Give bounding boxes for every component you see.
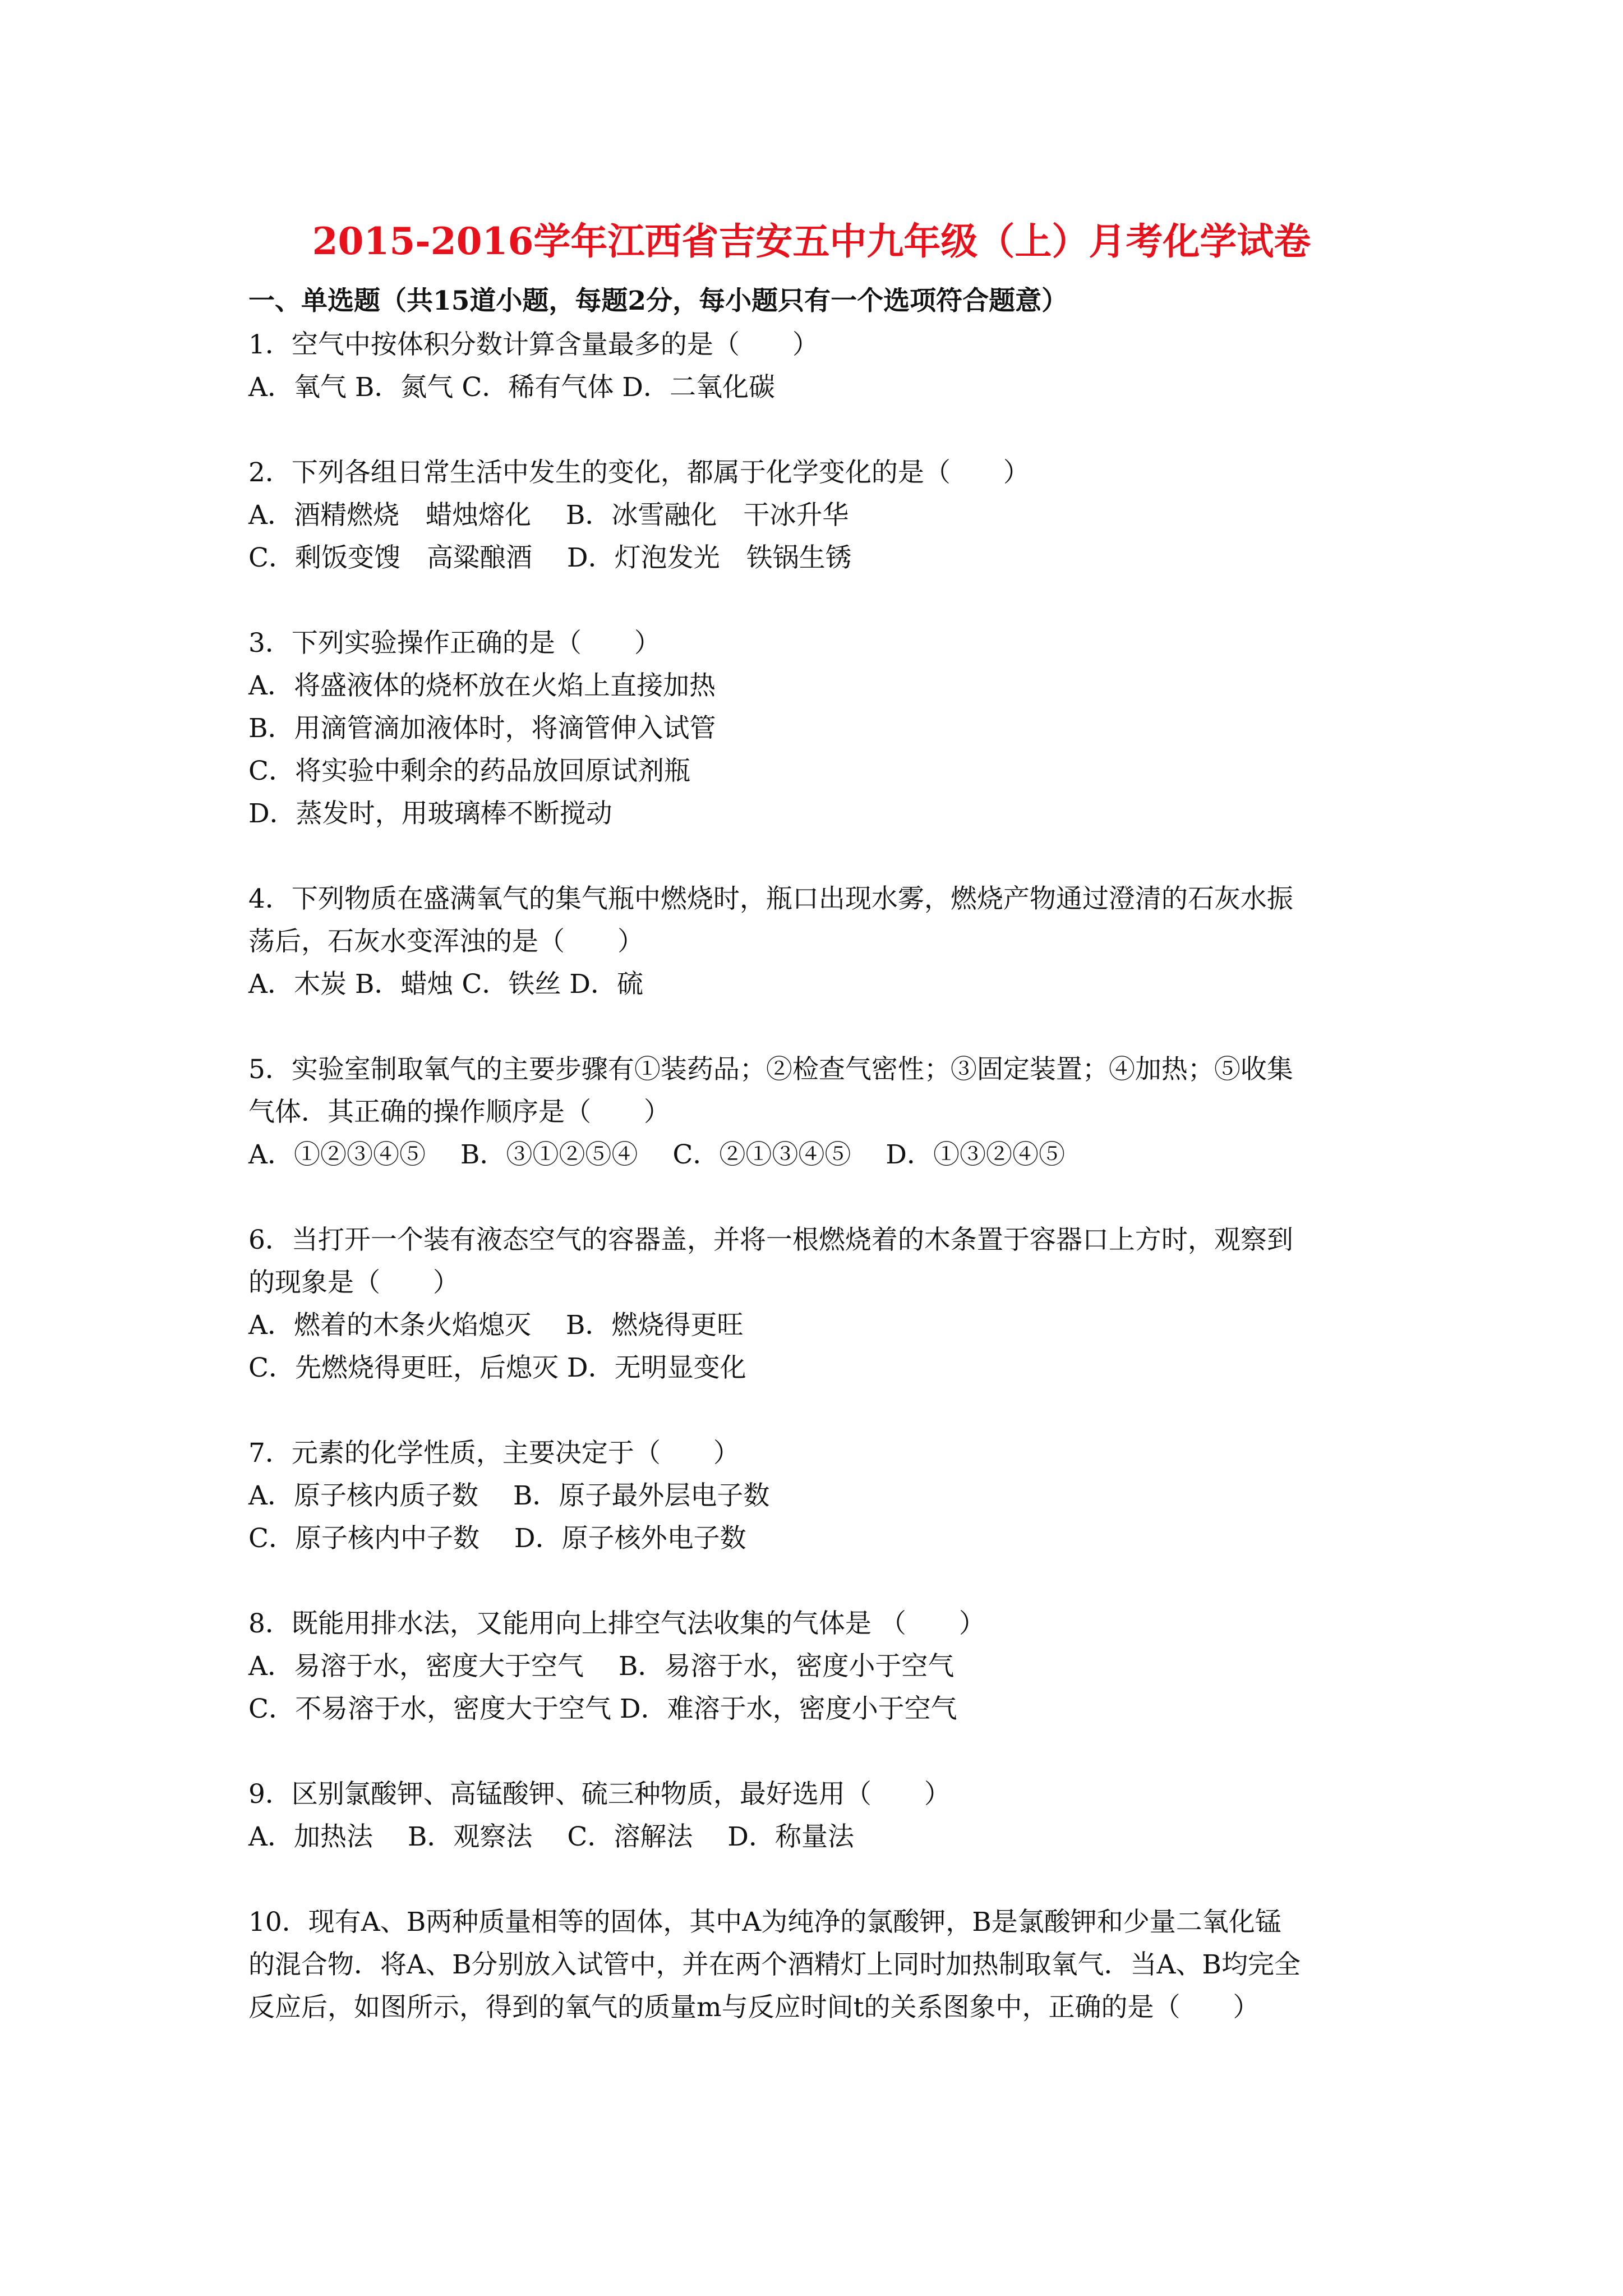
- question-7-options-row1: A．原子核内质子数 B．原子最外层电子数: [248, 1480, 770, 1511]
- question-6-options-row2: C．先燃烧得更旺，后熄灭 D．无明显变化: [248, 1352, 746, 1383]
- question-9-stem: 9．区别氯酸钾、高锰酸钾、硫三种物质，最好选用（ ）: [248, 1779, 951, 1810]
- question-7-stem: 7．元素的化学性质，主要决定于（ ）: [248, 1438, 740, 1469]
- exam-title: 2015-2016学年江西省吉安五中九年级（上）月考化学试卷: [312, 219, 1311, 263]
- question-10-stem-line3: 反应后，如图所示，得到的氧气的质量m与反应时间t的关系图象中，正确的是（ ）: [248, 1992, 1260, 2023]
- question-8-stem: 8．既能用排水法，又能用向上排空气法收集的气体是 （ ）: [248, 1608, 985, 1639]
- question-10-stem-line2: 的混合物．将A、B分别放入试管中，并在两个酒精灯上同时加热制取氧气．当A、B均完全: [248, 1949, 1301, 1980]
- section-heading: 一、单选题（共15道小题，每题2分，每小题只有一个选项符合题意）: [248, 286, 1068, 316]
- question-4-stem-line2: 荡后，石灰水变浑浊的是（ ）: [248, 926, 644, 957]
- question-3-option-c: C．将实验中剩余的药品放回原试剂瓶: [248, 756, 690, 786]
- question-8-options-row1: A．易溶于水，密度大于空气 B．易溶于水，密度小于空气: [248, 1651, 955, 1682]
- question-6-stem-line2: 的现象是（ ）: [248, 1267, 459, 1298]
- question-6-stem-line1: 6．当打开一个装有液态空气的容器盖，并将一根燃烧着的木条置于容器口上方时，观察到: [248, 1225, 1293, 1255]
- question-2-stem: 2．下列各组日常生活中发生的变化，都属于化学变化的是（ ）: [248, 457, 1030, 488]
- question-10-stem-line1: 10．现有A、B两种质量相等的固体，其中A为纯净的氯酸钾，B是氯酸钾和少量二氧化锰: [248, 1907, 1281, 1938]
- question-4-options: A．木炭 B．蜡烛 C．铁丝 D．硫: [248, 969, 643, 1000]
- question-3-option-d: D．蒸发时，用玻璃棒不断搅动: [248, 798, 612, 829]
- question-2-options-row1: A．酒精燃烧 蜡烛熔化 B．冰雪融化 干冰升华: [248, 500, 849, 531]
- question-8-options-row2: C．不易溶于水，密度大于空气 D．难溶于水，密度小于空气: [248, 1694, 957, 1724]
- question-3-option-a: A．将盛液体的烧杯放在火焰上直接加热: [248, 670, 716, 701]
- question-2-options-row2: C．剩饭变馊 高粱酿酒 D．灯泡发光 铁锅生锈: [248, 542, 852, 573]
- question-5-options: A．①②③④⑤ B．③①②⑤④ C．②①③④⑤ D．①③②④⑤: [248, 1139, 1065, 1170]
- question-3-option-b: B．用滴管滴加液体时，将滴管伸入试管: [248, 713, 716, 744]
- question-7-options-row2: C．原子核内中子数 D．原子核外电子数: [248, 1523, 746, 1554]
- question-9-options: A．加热法 B．观察法 C．溶解法 D．称量法: [248, 1821, 854, 1852]
- question-4-stem-line1: 4．下列物质在盛满氧气的集气瓶中燃烧时，瓶口出现水雾，燃烧产物通过澄清的石灰水振: [248, 884, 1293, 914]
- question-1-stem: 1．空气中按体积分数计算含量最多的是（ ）: [248, 329, 819, 360]
- question-1-options: A．氧气 B．氮气 C．稀有气体 D．二氧化碳: [248, 372, 775, 403]
- question-6-options-row1: A．燃着的木条火焰熄灭 B．燃烧得更旺: [248, 1310, 744, 1341]
- question-3-stem: 3．下列实验操作正确的是（ ）: [248, 628, 661, 659]
- question-5-stem-line2: 气体．其正确的操作顺序是（ ）: [248, 1097, 670, 1128]
- question-5-stem-line1: 5．实验室制取氧气的主要步骤有①装药品；②检查气密性；③固定装置；④加热；⑤收集: [248, 1054, 1293, 1085]
